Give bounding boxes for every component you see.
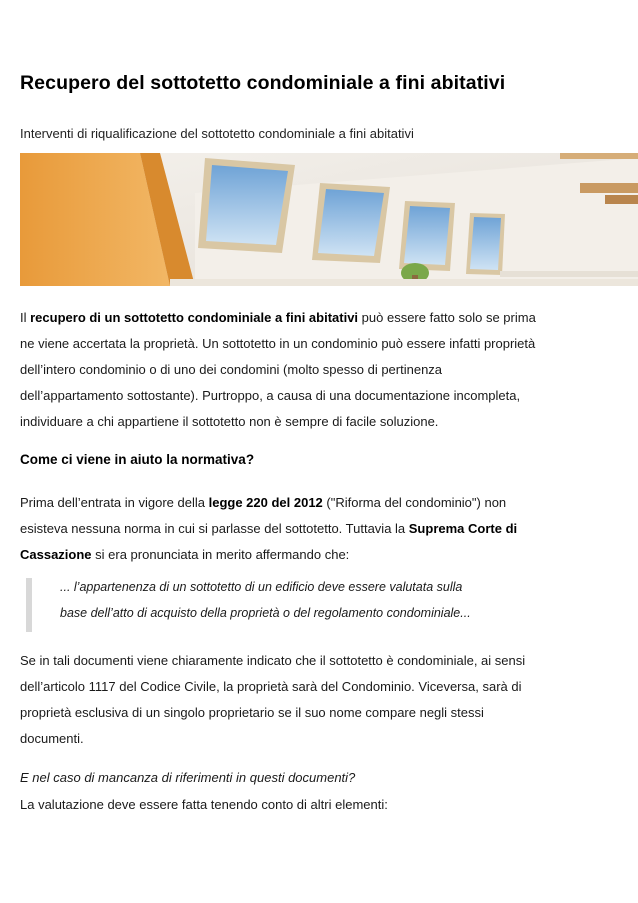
section-heading: Come ci viene in aiuto la normativa? — [20, 452, 255, 467]
ownership-paragraph — [20, 648, 620, 752]
quote-bar — [26, 578, 32, 632]
paragraph-line: dell’appartamento sottostante). Purtroppo, a causa di una documentazione incompleta, — [20, 388, 521, 403]
paragraph-line: individuare a chi appartiene il sottotetto non è sempre di facile soluzione. — [20, 414, 439, 429]
quote-line: base dell’atto di acquisto della proprietà o del regolamento condominiale... — [60, 606, 471, 620]
text-span: Il — [20, 310, 31, 325]
bold-text: legge 220 del 2012 — [208, 495, 323, 510]
paragraph-line: dell’intero condominio o di uno dei condomini (molto spesso di pertinenza — [20, 362, 443, 377]
bold-text: Suprema Corte di — [408, 521, 518, 536]
quote-line: ... l’appartenenza di un sottotetto di un edificio deve essere valutata sulla — [60, 580, 463, 594]
text-span: può essere fatto solo se prima — [358, 310, 536, 325]
bold-text: Cassazione — [20, 547, 92, 562]
text-span: esisteva nessuna norma in cui si parlasse del sottotetto. Tuttavia la — [20, 521, 409, 536]
paragraph-line: dell’articolo 1117 del Codice Civile, la proprietà sarà del Condominio. Viceversa, sarà di — [20, 679, 522, 694]
italic-question: E nel caso di mancanza di riferimenti in questi documenti? — [20, 770, 356, 785]
attic-photo — [20, 153, 638, 286]
page-title: Recupero del sottotetto condominiale a fini abitativi — [20, 72, 506, 94]
page-subtitle: Interventi di riqualificazione del sottotetto condominiale a fini abitativi — [20, 126, 414, 141]
paragraph-line: documenti. — [20, 731, 84, 746]
quote-text — [60, 574, 471, 626]
blockquote — [20, 578, 620, 638]
intro-paragraph — [20, 305, 620, 435]
paragraph-line: ne viene accertata la proprietà. Un sottotetto in un condominio può essere infatti proprietà — [20, 336, 536, 351]
paragraph-line: proprietà esclusiva di un singolo proprietario se il suo nome compare negli stessi — [20, 705, 484, 720]
law-paragraph — [20, 490, 620, 568]
text-span: Prima dell’entrata in vigore della — [20, 495, 209, 510]
bold-text: recupero di un sottotetto condominiale a fini abitativi — [30, 310, 359, 325]
paragraph-line: Se in tali documenti viene chiaramente indicato che il sottotetto è condominiale, ai sensi — [20, 653, 526, 668]
text-span: si era pronunciata in merito affermando che: — [91, 547, 350, 562]
text-span: ("Riforma del condominio") non — [322, 495, 507, 510]
closing-line: La valutazione deve essere fatta tenendo conto di altri elementi: — [20, 797, 388, 812]
